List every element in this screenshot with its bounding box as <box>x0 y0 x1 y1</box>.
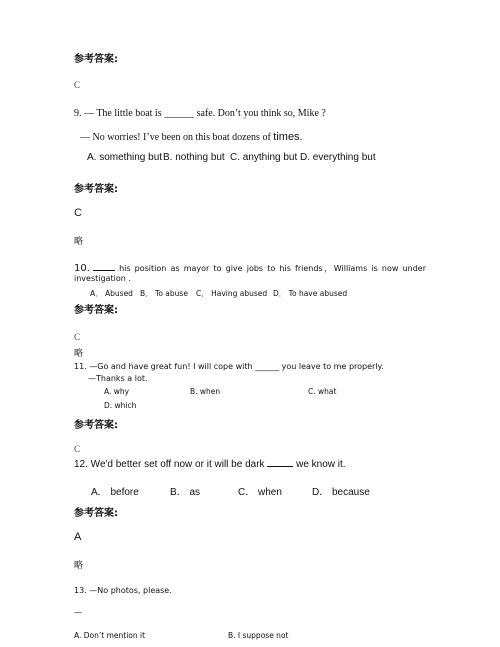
q11-option-b: B. when <box>190 387 221 396</box>
q10-number: 10. <box>74 263 90 274</box>
q10-option-a: A． Abused <box>90 289 133 298</box>
q10-stem-text: his position as mayor to give jobs to his friends，Williams is now under <box>119 264 427 273</box>
answer-q12: A <box>74 531 82 543</box>
q12-option-a: A． before <box>91 487 139 498</box>
q12-option-b: B． as <box>170 487 201 498</box>
q10-option-c: C． Having abused <box>196 289 268 298</box>
q9-response <box>80 131 303 143</box>
q9-response-text: — No worries! I’ve been on this boat dozens of <box>80 132 274 143</box>
q10-stem <box>74 263 426 274</box>
q10-option-b: B． To abuse <box>140 289 188 298</box>
q12-stem-end: we know it. <box>293 459 346 470</box>
answer-q10: C <box>74 332 81 342</box>
answer-q11: C <box>74 444 81 454</box>
q12-blank <box>267 466 293 467</box>
q9-stem: 9. — The little boat is ______ safe. Don’t you think so, Mike ? <box>74 108 326 119</box>
q13-response: — <box>74 608 82 617</box>
answer-heading-q12: 参考答案: <box>74 508 118 519</box>
q13-option-b: B. I suppose not <box>228 631 289 640</box>
answer-heading-q8: 参考答案: <box>74 54 118 65</box>
q11-stem: 11. —Go and have great fun! I will cope with ______ you leave to me properly. <box>74 362 384 371</box>
q9-option-c: C. anything but <box>230 152 298 163</box>
q9-response-end: times. <box>273 131 303 143</box>
explanation-q10: 略 <box>74 349 84 359</box>
q12-stem <box>74 459 346 470</box>
answer-heading-q9: 参考答案: <box>74 184 118 195</box>
q10-option-d: D． To have abused <box>273 289 348 298</box>
explanation-q9: 略 <box>74 237 84 247</box>
q13-option-a: A. Don’t mention it <box>74 631 146 640</box>
q11-option-d: D. which <box>104 401 137 410</box>
q13-stem: 13. —No photos, please. <box>74 586 172 595</box>
q10-blank <box>93 270 115 271</box>
q9-option-d: D. everything but <box>300 152 376 163</box>
q9-option-a: A. something but <box>87 152 163 163</box>
q12-option-c: C． when <box>238 487 282 498</box>
answer-heading-q11: 参考答案: <box>74 420 118 431</box>
q9-option-b: B. nothing but <box>163 152 225 163</box>
explanation-q12: 略 <box>74 561 84 571</box>
q11-option-a: A. why <box>104 387 130 396</box>
q10-stem-line2: investigation . <box>74 274 131 283</box>
answer-q9: C <box>74 207 82 219</box>
q12-stem-text: 12. We'd better set off now or it will be dark <box>74 459 268 470</box>
answer-q8: C <box>74 80 81 90</box>
answer-heading-q10: 参考答案: <box>74 305 118 316</box>
q11-option-c: C. what <box>308 387 337 396</box>
q12-option-d: D． because <box>312 487 370 498</box>
q11-response: —Thanks a lot. <box>88 374 148 383</box>
